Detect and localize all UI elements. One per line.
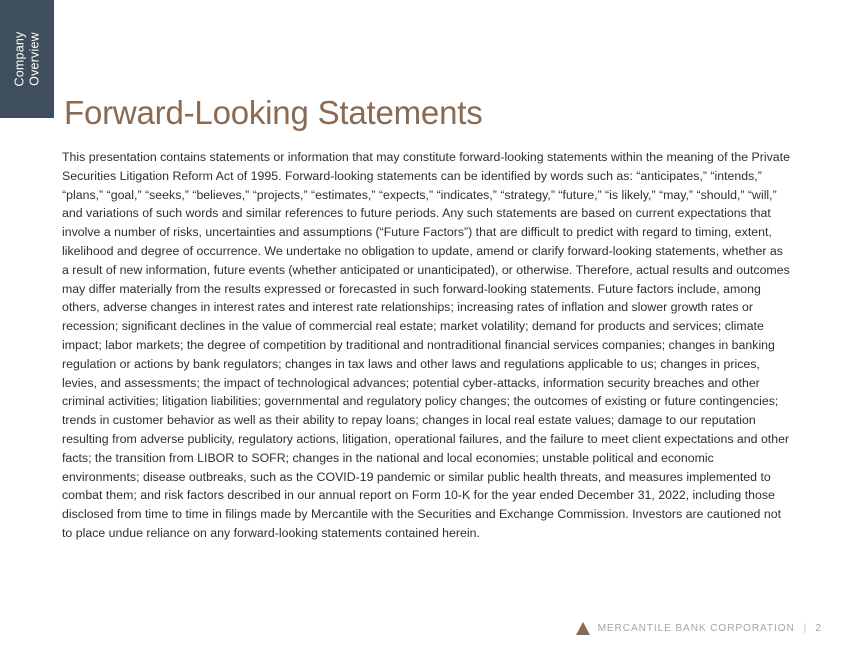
slide-footer — [576, 622, 821, 635]
section-tab-label — [12, 32, 42, 87]
section-tab-label-line1: Company — [12, 31, 26, 87]
page-title: Forward-Looking Statements — [64, 94, 483, 132]
body-copy — [62, 148, 791, 543]
section-tab-label-line2: Overview — [27, 32, 41, 86]
forward-looking-statement-paragraph: This presentation contains statements or information that may constitute forward-looking statements within the meaning of the Private Securities Litigation Reform Act of 1995. Forward-looking statements can be identified by words such as: “anticipates,” “intends,” “plans,” “goal,” “seeks,” “believes,” “projects,” “estimates,” “expects,” “indicates,” “strategy,” “future,” “is likely,” “may,” “should,” “will,” and variations of such words and similar references to future periods. Any such statements are based on current expectations that involve a number of risks, uncertainties and assumptions (“Future Factors”) that are difficult to predict with regard to timing, extent, likelihood and degree of occurrence. We undertake no obligation to update, amend or clarify forward-looking statements, whether as a result of new information, future events (whether anticipated or unanticipated), or otherwise. Therefore, actual results and outcomes may differ materially from the results expressed or forecasted in such forward-looking statements. Future factors include, among others, adverse changes in interest rates and interest rate relationships; increasing rates of inflation and slower growth rates or recession; significant declines in the value of commercial real estate; market volatility; demand for products and services; climate impact; labor markets; the degree of competition by traditional and nontraditional financial services companies; changes in banking regulation or actions by bank regulators; changes in tax laws and other laws and regulations applicable to us; changes in prices, levies, and assessments; the impact of technological advances; potential cyber-attacks, information security breaches and other criminal activities; litigation liabilities; governmental and regulatory policy changes; the outcomes of existing or future contingencies; trends in customer behavior as well as their ability to repay loans; changes in local real estate values; damage to our reputation resulting from adverse publicity, regulatory actions, litigation, operational failures, and the failure to meet client expectations and other facts; the transition from LIBOR to SOFR; changes in the national and local economies; unstable political and economic environments; disease outbreaks, such as the COVID-19 pandemic or similar public health threats, and measures implemented to combat them; and risk factors described in our annual report on Form 10-K for the year ended December 31, 2022, including those disclosed from time to time in filings made by Mercantile with the Securities and Exchange Commission. Investors are cautioned not to place undue reliance on any forward-looking statements contained herein. — [62, 150, 790, 540]
triangle-logo-icon — [576, 622, 590, 635]
section-tab-company-overview — [0, 0, 54, 118]
footer-company-name: MERCANTILE BANK CORPORATION — [597, 623, 795, 634]
footer-divider: | — [803, 623, 807, 634]
footer-page-number: 2 — [815, 623, 821, 634]
